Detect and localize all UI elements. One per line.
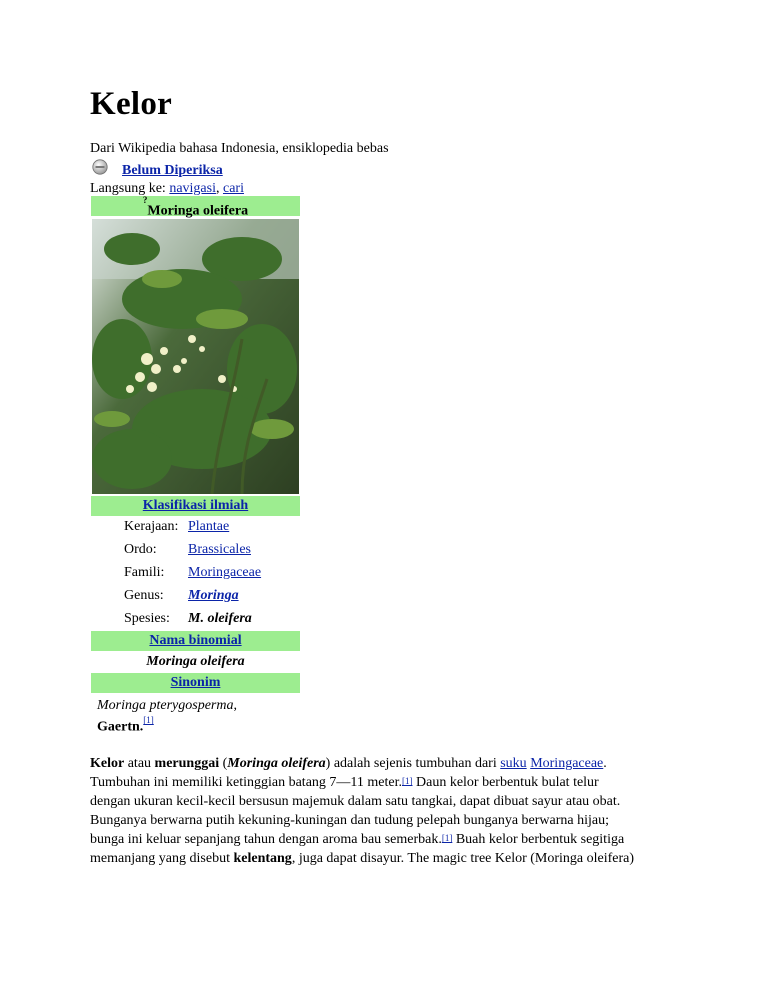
classification-link[interactable]: Klasifikasi ilmiah (142, 498, 249, 513)
bold-term: kelentang (233, 851, 292, 867)
taxobox (91, 196, 300, 734)
paragraph-line: dengan ukuran kecil-kecil bersusun majemuk dalam satu tangkai, dapat dibuat sayur atau obat. (90, 794, 621, 810)
taxon-rank-label: Spesies: (124, 611, 170, 626)
reference-link[interactable]: [1] (402, 776, 413, 787)
text-run: Tumbuhan ini memiliki ketinggian batang 7—11 meter. (90, 775, 402, 791)
taxon-value-link[interactable]: Brassicales (188, 542, 251, 557)
bold-term: merunggai (154, 756, 220, 771)
text-run: bunga ini keluar sepanjang tahun dengan aroma bau semerbak. (90, 832, 442, 848)
taxon-row-genus (91, 585, 300, 608)
classification-header (91, 496, 300, 516)
taxon-rank-label: Famili: (124, 565, 165, 580)
paragraph-line (90, 830, 690, 849)
text-run: Buah kelor berbentuk segitiga (452, 832, 625, 848)
binomial-header (91, 631, 300, 651)
synonym-block (91, 697, 300, 736)
taxon-value-link[interactable]: Plantae (188, 519, 230, 534)
taxon-value-link[interactable]: Moringaceae (188, 565, 262, 580)
taxobox-caption (91, 195, 300, 219)
reference-link[interactable]: [1] (441, 833, 453, 844)
caption-help-mark[interactable]: ? (142, 195, 148, 205)
synonym-header (91, 673, 300, 693)
taxobox-caption-text: Moringa oleifera (147, 203, 249, 219)
reference-link[interactable]: [1] (143, 715, 154, 725)
jump-separator: , (215, 181, 223, 196)
synonym-link[interactable]: Sinonim (170, 675, 221, 690)
synonym-author: Gaertn. (97, 719, 144, 735)
bold-term: Kelor (90, 756, 125, 771)
unreviewed-badge-icon (92, 159, 108, 175)
synonym-name: Moringa pterygosperma (97, 698, 234, 713)
paragraph-line (90, 754, 690, 773)
synonym-comma: , (233, 698, 237, 713)
paragraph-line (90, 773, 690, 792)
text-run: atau (124, 756, 155, 771)
binomial-name: Moringa oleifera (146, 654, 245, 669)
scientific-name: Moringa oleifera (227, 756, 326, 771)
page-title: Kelor (90, 86, 173, 122)
navigation-link[interactable]: navigasi (169, 181, 216, 196)
moringaceae-link[interactable]: Moringaceae (530, 756, 604, 771)
review-status-link[interactable]: Belum Diperiksa (122, 163, 223, 178)
jump-prefix: Langsung ke: (90, 181, 170, 196)
article-paragraph (90, 754, 690, 869)
taxon-row-species (91, 608, 300, 631)
taxon-rank-label: Kerajaan: (124, 519, 179, 534)
paragraph-line: Bunganya berwarna putih kekuning-kuningan dan tudung pelepah bunganya berwarna hijau; (90, 813, 610, 829)
taxon-row-family (91, 562, 300, 585)
suku-link[interactable]: suku (500, 756, 527, 771)
text-run: ( (219, 756, 228, 771)
binomial-link[interactable]: Nama binomial (149, 633, 242, 648)
taxon-row-order (91, 539, 300, 562)
taxon-value-link[interactable]: Moringa (188, 588, 239, 603)
paragraph-line (90, 849, 690, 868)
taxon-value: M. oleifera (188, 611, 252, 626)
site-tagline: Dari Wikipedia bahasa Indonesia, ensiklopedia bebas (90, 141, 389, 156)
text-run: , juga dapat disayur. The magic tree Kelor (Moringa oleifera) (291, 851, 635, 867)
moringa-photo[interactable] (92, 219, 299, 494)
taxon-rank-label: Genus: (124, 588, 164, 603)
text-run: ) adalah sejenis tumbuhan dari (325, 756, 501, 771)
taxon-rank-label: Ordo: (124, 542, 157, 557)
text-run: memanjang yang disebut (90, 851, 234, 867)
text-run: Daun kelor berbentuk bulat telur (412, 775, 599, 791)
text-run: . (603, 756, 607, 771)
search-link[interactable]: cari (222, 181, 244, 196)
taxon-row-kingdom (91, 516, 300, 539)
jump-to (90, 181, 244, 197)
